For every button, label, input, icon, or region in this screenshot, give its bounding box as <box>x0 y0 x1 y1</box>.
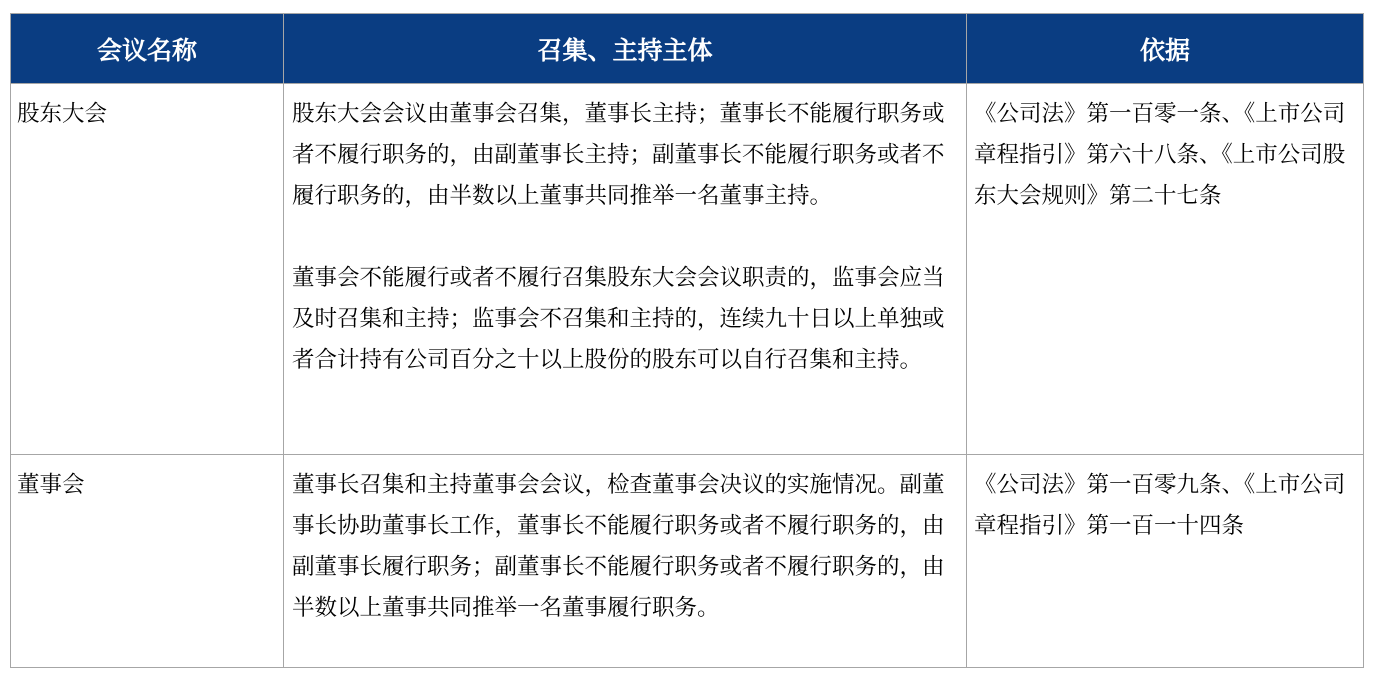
column-header-meeting-name: 会议名称 <box>11 14 284 84</box>
convener-cell <box>284 455 967 668</box>
column-header-basis: 依据 <box>967 14 1364 84</box>
meeting-convener-table <box>10 13 1364 668</box>
column-header-convener: 召集、主持主体 <box>284 14 967 84</box>
table-row <box>11 84 1364 455</box>
convener-paragraph: 股东大会会议由董事会召集，董事长主持；董事长不能履行职务或者不履行职务的，由副董事长主持；副董事长不能履行职务或者不履行职务的，由半数以上董事共同推举一名董事主持。 <box>292 101 945 209</box>
table-row <box>11 455 1364 668</box>
basis-cell: 《公司法》第一百零九条、《上市公司章程指引》第一百一十四条 <box>967 455 1364 668</box>
meeting-name-cell: 股东大会 <box>11 84 284 455</box>
convener-cell <box>284 84 967 455</box>
convener-paragraph: 董事会不能履行或者不履行召集股东大会会议职责的，监事会应当及时召集和主持；监事会不召集和主持的，连续九十日以上单独或者合计持有公司百分之十以上股份的股东可以自行召集和主持。 <box>292 265 945 373</box>
basis-cell: 《公司法》第一百零一条、《上市公司章程指引》第六十八条、《上市公司股东大会规则》第二十七条 <box>967 84 1364 455</box>
meeting-name-cell: 董事会 <box>11 455 284 668</box>
convener-paragraph: 董事长召集和主持董事会会议，检查董事会决议的实施情况。副董事长协助董事长工作，董事长不能履行职务或者不履行职务的，由副董事长履行职务；副董事长不能履行职务或者不履行职务的，由半数以上董事共同推举一名董事履行职务。 <box>292 472 945 621</box>
table-header-row <box>11 14 1364 84</box>
